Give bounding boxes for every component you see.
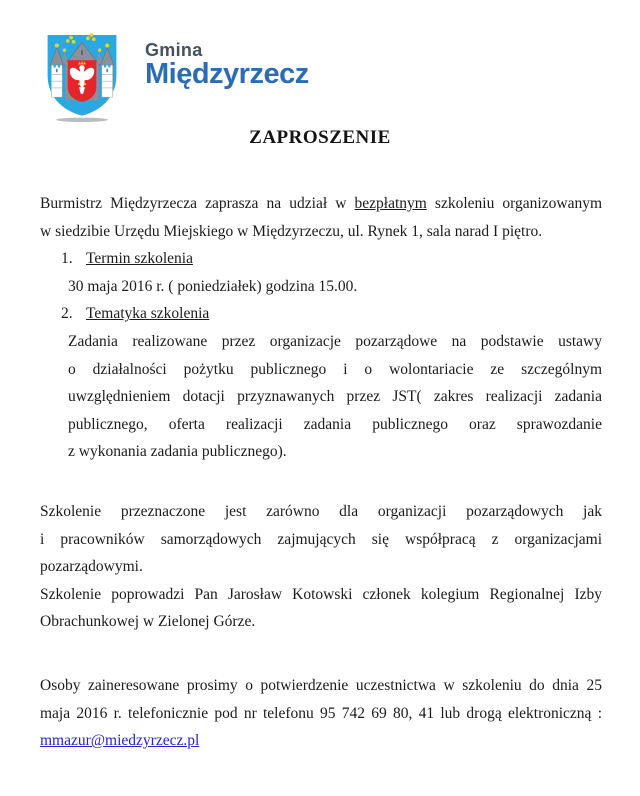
text-segment: Zadania realizowane przez organizacje pozarządowe na podstawie ustawy bbox=[68, 332, 602, 350]
text-line bbox=[40, 700, 602, 728]
text-line bbox=[40, 608, 602, 636]
document-body bbox=[40, 190, 602, 755]
text-line bbox=[40, 218, 602, 246]
text-line bbox=[68, 438, 602, 466]
text-segment: Szkolenie przeznaczone jest zarówno dla organizacji pozarządowych jak bbox=[40, 502, 602, 520]
trainer-paragraph bbox=[40, 581, 602, 636]
text-segment: i pracowników samorządowych zajmujących się współpracą z organizacjami bbox=[40, 530, 602, 548]
text-segment: Szkolenie poprowadzi Pan Jarosław Kotowski członek kolegium Regionalnej Izby bbox=[40, 585, 602, 603]
list-item-tematyka bbox=[40, 300, 602, 466]
audience-paragraph bbox=[40, 498, 602, 581]
text-segment: Obrachunkowej w Zielonej Górze. bbox=[40, 613, 256, 631]
text-line bbox=[68, 328, 602, 356]
list-item-title: Tematyka szkolenia bbox=[86, 305, 210, 323]
crest-shadow bbox=[56, 118, 108, 122]
rsvp-paragraph bbox=[40, 672, 602, 755]
text-line bbox=[40, 672, 602, 700]
text-segment: szkoleniu organizowanym bbox=[426, 195, 603, 212]
text-line bbox=[40, 498, 602, 526]
text-segment: bezpłatnym bbox=[354, 195, 427, 212]
list-item-body bbox=[40, 328, 602, 466]
text-segment: pozarządowymi. bbox=[40, 558, 143, 576]
text-line bbox=[68, 356, 602, 384]
list-item-title: Termin szkolenia bbox=[86, 250, 193, 268]
numbered-list bbox=[40, 245, 602, 466]
list-item-number: 2. bbox=[61, 305, 73, 323]
text-line bbox=[40, 553, 602, 581]
text-line bbox=[40, 190, 602, 218]
text-segment: uwzględnieniem dotacji przyznawanych przez JST( zakres realizacji zadania bbox=[68, 388, 602, 406]
text-segment: maja 2016 r. telefonicznie pod nr telefonu 95 742 69 80, 41 lub drogą elektroniczną : bbox=[40, 704, 602, 722]
list-item-number: 1. bbox=[61, 250, 73, 268]
text-line bbox=[40, 526, 602, 554]
document-title: ZAPROSZENIE bbox=[249, 127, 391, 148]
intro-paragraph bbox=[40, 190, 602, 245]
email-link[interactable]: mmazur@miedzyrzecz.pl bbox=[40, 732, 200, 750]
list-item-termin bbox=[40, 245, 602, 300]
list-item-body bbox=[40, 273, 602, 301]
coat-of-arms-icon bbox=[40, 30, 124, 124]
text-segment: o działalności pożytku publicznego i o wolontariacie ze szczególnym bbox=[68, 360, 602, 378]
list-item-heading bbox=[40, 300, 602, 328]
text-segment: publicznego, oferta realizacji zadania publicznego oraz sprawozdanie bbox=[68, 415, 602, 433]
text-segment: Osoby zaineresowane prosimy o potwierdzenie uczestnictwa w szkoleniu do dnia 25 bbox=[40, 676, 602, 694]
text-segment: z wykonania zadania publicznego). bbox=[68, 443, 287, 461]
text-segment: w siedzibie Urzędu Miejskiego w Międzyrzeczu, ul. Rynek 1, sala narad I piętro. bbox=[40, 222, 543, 240]
text-line bbox=[68, 411, 602, 439]
text-segment: Burmistrz Międzyrzecza zaprasza na udział w bbox=[40, 195, 355, 212]
text-line bbox=[68, 273, 602, 301]
text-line bbox=[68, 383, 602, 411]
list-item-heading bbox=[40, 245, 602, 273]
municipality-logo bbox=[40, 30, 309, 124]
text-line bbox=[40, 581, 602, 609]
logo-org-type: Gmina bbox=[145, 40, 203, 60]
logo-org-name: Międzyrzecz bbox=[145, 58, 309, 90]
text-line bbox=[40, 727, 602, 755]
logo-text bbox=[145, 30, 309, 91]
text-segment: 30 maja 2016 r. ( poniedziałek) godzina 15.00. bbox=[68, 277, 358, 295]
